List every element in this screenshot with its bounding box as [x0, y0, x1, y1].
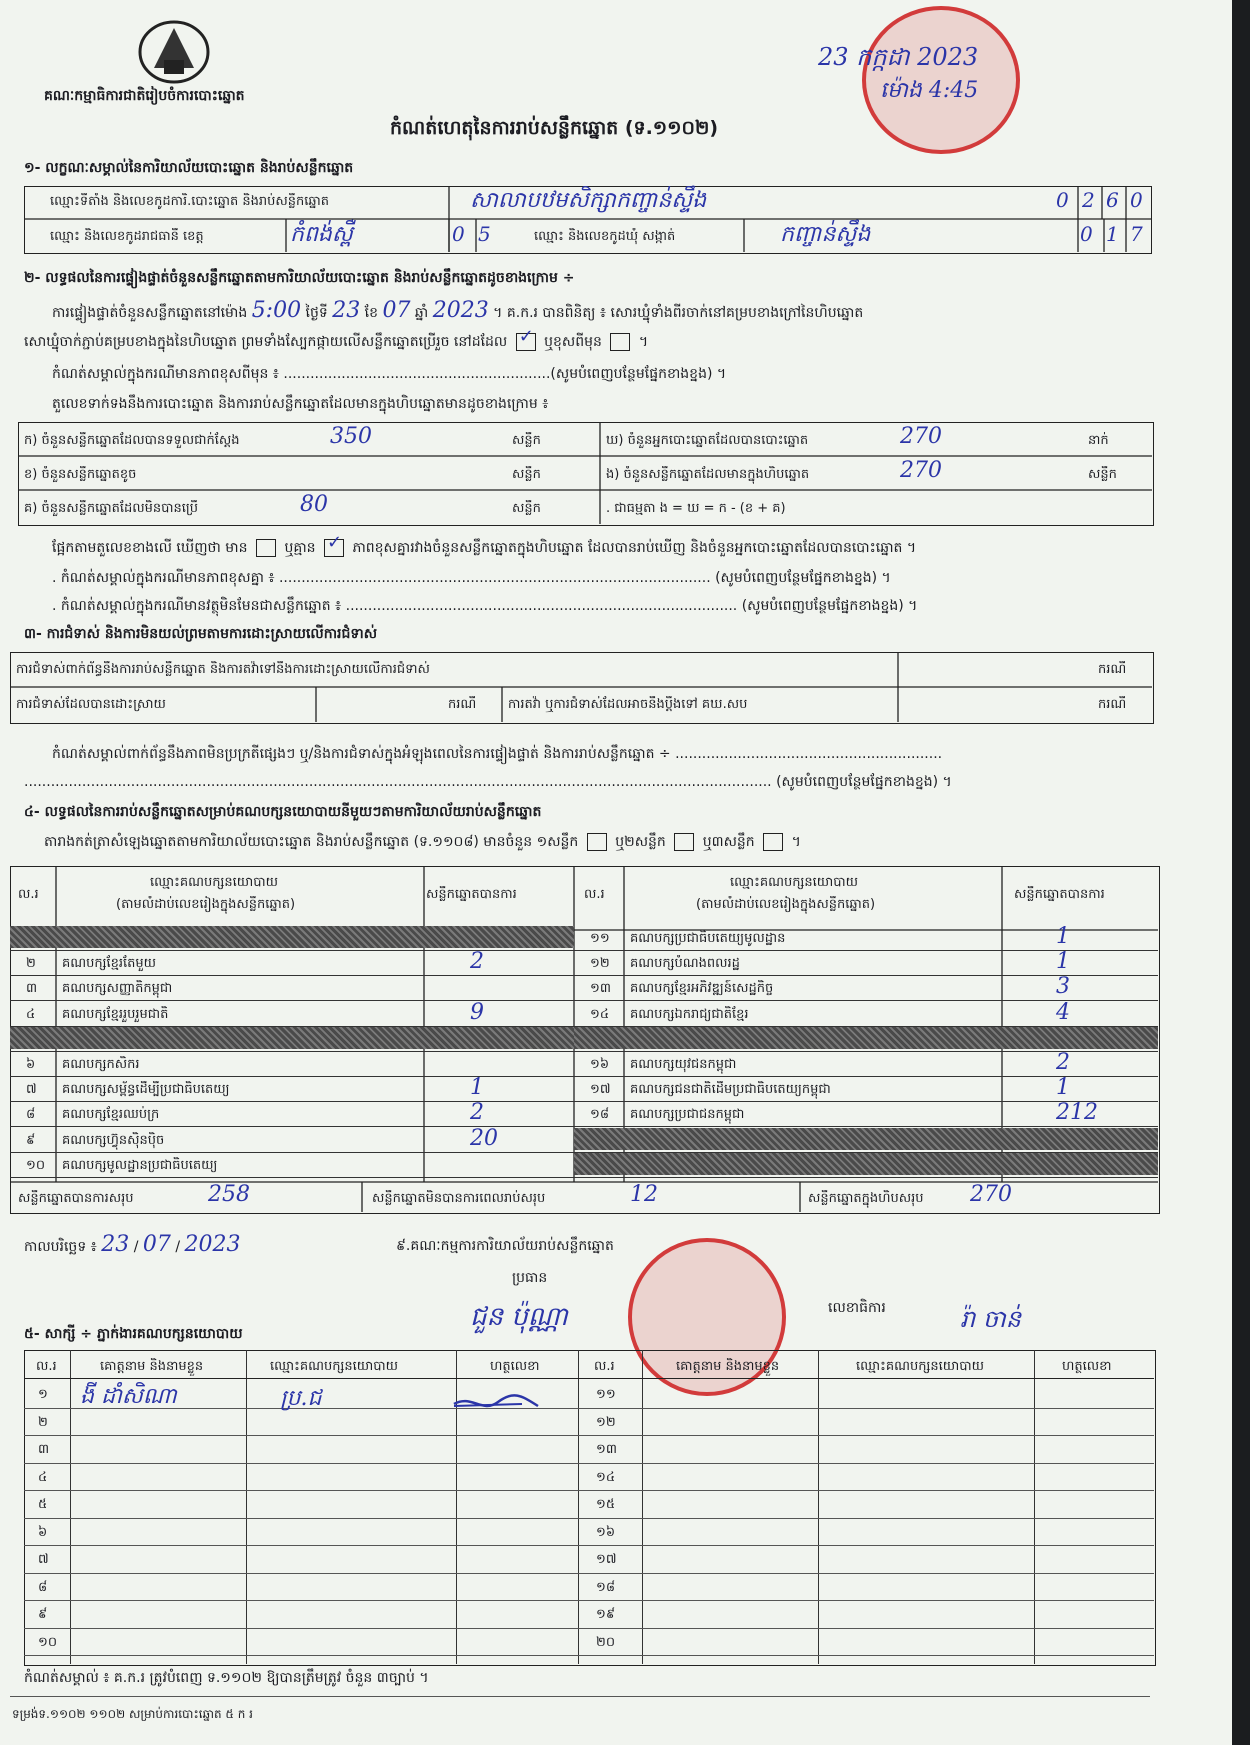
- verify-day: 23: [332, 298, 361, 323]
- stamp-date: 23 កក្កដា 2023: [818, 43, 979, 71]
- party-name: គណបក្សឯករាជ្យជាតិខ្មែរ: [630, 1006, 749, 1022]
- verify-line: [52, 298, 863, 324]
- witness-row-line: [24, 1628, 1154, 1629]
- figures-intro: តួលេខទាក់ទងនឹងការបោះឆ្នោត និងការរាប់សន្លឹកឆ្នោតដែលមានក្នុងហិបឆ្នោតមានដូចខាងក្រោម ៖: [52, 396, 549, 412]
- footer-bottom: ទម្រង់ទ.១១០២ ១១០២ សម្រាប់ការបោះឆ្នោត ៥ ក រ: [12, 1707, 253, 1721]
- discrepancy-text: ភាពខុសគ្នារវាងចំនួនសន្លឹកឆ្នោតក្នុងហិបឆ្នោត ដែលបានរាប់ឃើញ និងចំនួនអ្នកបោះឆ្នោតដែលបានបោះឆ្នោត ។: [352, 540, 917, 556]
- row-c-value: 80: [300, 492, 328, 517]
- lock-text: សោឃ្នុំចាក់ភ្ជាប់គម្របខាងក្នុងនៃហិបឆ្នោត ព្រមទាំងស្បែកផ្កាយលើសន្លឹកឆ្នោតប្រើរួច នៅដដែល: [24, 334, 508, 350]
- results-row-line: [10, 1051, 574, 1052]
- witness-name-header-right: គោត្តនាម និងនាមខ្លួន: [676, 1359, 780, 1374]
- witness-col-line: [1034, 1350, 1035, 1664]
- party-name: គណបក្សខ្មែរអភិវឌ្ឍន៍សេដ្ឋកិច្ច: [630, 981, 774, 997]
- party-no: ៦: [26, 1057, 36, 1072]
- section-1-title: ១- លក្ខណៈសម្គាល់នៃការិយាល័យបោះឆ្នោត និងរាប់សន្លឹកឆ្នោត: [24, 160, 354, 176]
- party-no: ១៦: [590, 1057, 610, 1072]
- resolved-label: ការជំទាស់ដែលបានដោះស្រាយ: [16, 697, 166, 712]
- station-code-4: 0: [1130, 188, 1143, 212]
- witness-no-left: ៣: [38, 1442, 50, 1457]
- witness-no-left: ៥: [38, 1497, 48, 1512]
- commune-label: ឈ្មោះ និងលេខកូដឃុំ សង្កាត់: [534, 229, 676, 244]
- witness-party-header-left: ឈ្មោះគណបក្សនយោបាយ: [270, 1359, 398, 1374]
- witness-no-header-left: ល.រ: [36, 1359, 57, 1374]
- results-votes-header-right: សន្លឹកឆ្នោតបានការ: [1014, 887, 1105, 902]
- form-title: កំណត់ហេតុនៃការរាប់សន្លឹកឆ្នោត (ទ.១១០២): [390, 117, 719, 139]
- objection-row-1: ការជំទាស់ពាក់ព័ន្ធនឹងការរាប់សន្លឹកឆ្នោត និងការតវ៉ាទៅនឹងការដោះស្រាយលើការជំទាស់: [16, 662, 430, 677]
- party-votes: 212: [1056, 1100, 1098, 1126]
- witness-no-left: ៤: [38, 1469, 48, 1485]
- party-name: គណបក្សសញ្ញាតិកម្ពុជា: [62, 981, 173, 997]
- party-name: គណបក្សយុវជនកម្ពុជា: [630, 1057, 737, 1072]
- day-label: ថ្ងៃទី: [305, 305, 328, 321]
- party-votes: 4: [1056, 999, 1070, 1025]
- party-votes: 1: [1056, 949, 1070, 975]
- witness-row-line: [24, 1463, 1154, 1464]
- date-label: កាលបរិច្ឆេទ ៖: [24, 1239, 97, 1255]
- witness-row-line: [24, 1573, 1154, 1574]
- commune-value: កញ្ចាន់ស្ទឹង: [780, 222, 871, 247]
- row-b-label: ខ) ចំនួនសន្លឹកឆ្នោតខូច: [24, 467, 137, 482]
- section-5-title: ៥- សាក្សី ÷ ភ្នាក់ងារគណបក្សនយោបាយ: [24, 1326, 243, 1342]
- section-2-title: ២- លទ្ធផលនៃការផ្ទៀងផ្ទាត់ចំនួនសន្លឹកឆ្នោតតាមការិយាល័យបោះឆ្នោត និងរាប់សន្លឹកឆ្នោតដូចខាងក្រោម ÷: [24, 270, 575, 286]
- witness-no-right: ២០: [596, 1634, 616, 1650]
- verify-line-tail: ។ គ.ក.រ បានពិនិត្យ ៖ សោរឃ្នុំទាំងពីរចាក់នៅគម្របខាងក្រៅនៃហិបឆ្នោត: [493, 305, 864, 321]
- changed-note: កំណត់សម្គាល់ក្នុងករណីមានភាពខុសពីមុន ៖ ............................................................(សូមបំពេញបន្ថែមផ្នែកខាងខ្នង) ។: [52, 366, 727, 382]
- date-year: 2023: [184, 1232, 241, 1257]
- witness-row-line: [24, 1545, 1154, 1546]
- results-no-header-right: ល.រ: [584, 887, 605, 902]
- has-diff-checkbox[interactable]: [256, 539, 276, 557]
- results-row-line: [10, 950, 574, 951]
- party-votes: 9: [470, 999, 484, 1025]
- valid-total: 258: [208, 1182, 250, 1207]
- commune-code-1: 0: [1080, 222, 1093, 246]
- appeal-case: ករណី: [1098, 697, 1127, 712]
- party-no: ១២: [590, 956, 610, 972]
- row-e-value: 270: [900, 458, 942, 483]
- party-name: គណបក្សសម្ព័ន្ធដើម្បីប្រជាធិបតេយ្យ: [62, 1082, 230, 1098]
- invalid-total: 12: [630, 1182, 658, 1207]
- results-row-line: [574, 1051, 1158, 1052]
- witness-sig-header-right: ហត្ថលេខា: [1062, 1359, 1112, 1374]
- no-diff-checkbox[interactable]: ✓: [324, 539, 344, 557]
- witness-party-header-right: ឈ្មោះគណបក្សនយោបាយ: [856, 1359, 984, 1374]
- party-votes: 2: [1056, 1050, 1070, 1075]
- box-total: 270: [970, 1182, 1012, 1207]
- date-day: 23: [101, 1232, 130, 1257]
- results-votes-header-left: សន្លឹកឆ្នោតបានការ: [426, 887, 517, 902]
- committee-name: គណៈកម្មាធិការជាតិរៀបចំការបោះឆ្នោត: [44, 88, 245, 104]
- witness-col-line: [642, 1350, 643, 1664]
- changed-checkbox[interactable]: [610, 333, 630, 351]
- results-row-line: [574, 950, 1158, 951]
- witness-1-signature-icon: [452, 1392, 542, 1416]
- irregularity-note: កំណត់សម្គាល់ពាក់ព័ន្ធនឹងភាពមិនប្រក្រតីផ្សេងៗ ឬ/និងការជំទាស់ក្នុងអំឡុងពេលនៃការផ្ទៀងផ្ទាត់ និងការរាប់សន្លឹកឆ្នោត ÷ ............................................................: [52, 746, 943, 762]
- row-a-value: 350: [330, 424, 372, 449]
- invalid-total-label: សន្លឹកឆ្នោតមិនបានការពេលរាប់សរុប: [372, 1191, 546, 1206]
- party-no: ៧: [26, 1082, 37, 1098]
- witness-no-left: ១: [38, 1387, 48, 1402]
- shaded-row-left-1: [10, 926, 574, 948]
- witness-no-right: ១៥: [596, 1497, 616, 1512]
- witness-1-name: ងី ដាំសិណា: [80, 1384, 177, 1409]
- row-c-label: គ) ចំនួនសន្លឹកឆ្នោតដែលមិនបានប្រើ: [24, 501, 198, 516]
- witness-no-header-right: ល.រ: [594, 1359, 615, 1374]
- month-label: ខែ: [364, 305, 379, 321]
- witness-no-right: ១៣: [596, 1442, 617, 1457]
- station-label: ឈ្មោះទីតាំង និងលេខកូដការិ.បោះឆ្នោត និងរាប់សន្លឹកឆ្នោត: [50, 194, 329, 209]
- party-name: គណបក្សបំណងពលរដ្ឋ: [630, 956, 740, 972]
- witness-row-line: [24, 1600, 1154, 1601]
- national-emblem-icon: [134, 18, 214, 86]
- resolved-case: ករណី: [448, 697, 477, 712]
- witness-col-line: [246, 1350, 247, 1664]
- results-row-line: [10, 975, 574, 976]
- party-name: គណបក្សមូលដ្ឋានប្រជាធិបតេយ្យ: [62, 1157, 218, 1173]
- irregularity-note-2: ........................................................................................................................................................................ (សូមបំពេញបន្ថែមផ្នែកខាងខ្នង) ។: [24, 774, 952, 790]
- results-row-line: [10, 1152, 574, 1153]
- party-votes: 1: [470, 1075, 484, 1101]
- witness-no-left: ៧: [38, 1552, 49, 1567]
- row-b-unit: សន្លឹក: [512, 467, 541, 482]
- party-no: ១៨: [590, 1107, 610, 1123]
- box-total-label: សន្លឹកឆ្នោតក្នុងហិបសរុប: [808, 1191, 924, 1206]
- appeal-label: ការតវ៉ា ឬការជំទាស់ដែលអាចនឹងប្តឹងទៅ គឃ.សប: [508, 697, 748, 712]
- station-value: សាលាបឋមសិក្សាកញ្ចាន់ស្ទឹង: [470, 188, 707, 213]
- party-name: គណបក្សកសិករ: [62, 1057, 140, 1072]
- witness-no-right: ១៩: [596, 1607, 616, 1622]
- witness-col-line: [70, 1350, 71, 1664]
- witness-no-left: ១០: [38, 1634, 58, 1650]
- witness-no-left: ៩: [38, 1607, 48, 1622]
- witness-table: [24, 1350, 1156, 1666]
- row-a-label: ក) ចំនួនសន្លឹកឆ្នោតដែលបានទទួលជាក់ស្តែង: [24, 433, 240, 448]
- objection-case-1: ករណី: [1098, 662, 1127, 677]
- witness-no-right: ១៨: [596, 1579, 616, 1595]
- verify-time-label: ការផ្ទៀងផ្ទាត់ចំនួនសន្លឹកឆ្នោតនៅម៉ោង: [52, 305, 248, 321]
- copies-3-label: ឬ៣សន្លឹក: [702, 834, 755, 850]
- witness-1-party: ប្រ.ជ: [280, 1386, 322, 1411]
- secretary-signature: រ៉ា ចាន់: [960, 1305, 1021, 1333]
- stamp-time: ម៉ោង 4:45: [880, 78, 979, 103]
- shaded-row-left-5: [10, 1027, 574, 1049]
- station-code-1: 0: [1056, 188, 1069, 212]
- party-no: ១៧: [590, 1082, 611, 1098]
- shaded-row-right-9: [574, 1128, 1158, 1150]
- party-name: គណបក្សប្រជាធិបតេយ្យមូលដ្ឋាន: [630, 931, 786, 946]
- party-votes: 2: [470, 949, 484, 975]
- party-no: ១៣: [590, 981, 611, 997]
- province-code-2: 5: [478, 222, 491, 246]
- results-row-line: [10, 1101, 574, 1102]
- party-votes: 2: [470, 1100, 484, 1126]
- valid-total-label: សន្លឹកឆ្នោតបានការសរុប: [18, 1191, 134, 1206]
- witness-row-line: [24, 1655, 1154, 1656]
- station-code-2: 2: [1082, 188, 1095, 212]
- results-party-header-left: ឈ្មោះគណបក្សនយោបាយ: [150, 875, 278, 890]
- results-no-header-left: ល.រ: [18, 887, 39, 902]
- witness-no-left: ៦: [38, 1524, 48, 1540]
- results-row-line: [10, 1076, 574, 1077]
- verify-year: 2023: [432, 298, 489, 323]
- discrepancy-line: [52, 532, 917, 559]
- counting-committee: ៩.គណៈកម្មការការិយាល័យរាប់សន្លឹកឆ្នោត: [396, 1238, 614, 1254]
- witness-no-right: ១២: [596, 1414, 616, 1430]
- row-c-unit: សន្លឹក: [512, 501, 541, 516]
- lock-line: សោឃ្នុំចាក់ភ្ជាប់គម្របខាងក្នុងនៃហិបឆ្នោត ព្រមទាំងស្បែកផ្កាយលើសន្លឹកឆ្នោតប្រើរួច នៅដដែល ✓ ឬខុសពីមុន ។: [24, 326, 649, 350]
- results-row-line: [574, 975, 1158, 976]
- station-code-3: 6: [1106, 188, 1119, 212]
- witness-sig-header-left: ហត្ថលេខា: [490, 1359, 540, 1374]
- party-name: គណបក្សប្រជាជនកម្ពុជា: [630, 1107, 745, 1123]
- results-row-line: [574, 1076, 1158, 1077]
- witness-no-right: ១៧: [596, 1552, 617, 1567]
- section-3-title: ៣- ការជំទាស់ និងការមិនយល់ព្រមតាមការដោះស្រាយលើការជំទាស់: [24, 626, 378, 642]
- chair-signature: ជួន ប៉ុណ្ណា: [470, 1302, 568, 1332]
- party-no: ៨: [26, 1107, 36, 1123]
- changed-label: ឬខុសពីមុន: [544, 334, 602, 350]
- copies-3-checkbox[interactable]: [763, 833, 783, 851]
- year-label: ឆ្នាំ: [414, 305, 429, 321]
- party-no: ១៤: [590, 1006, 610, 1022]
- copies-2-label: ឬ២សន្លឹក: [615, 834, 666, 850]
- party-no: ១០: [26, 1157, 46, 1173]
- footer-note: កំណត់សម្គាល់ ៖ គ.ក.រ ត្រូវបំពេញ ទ.១១០២ ឱ្យបានត្រឹមត្រូវ ចំនួន ៣ច្បាប់ ។: [24, 1670, 429, 1686]
- results-party-sub-right: (តាមលំដាប់លេខរៀងក្នុងសន្លឹកឆ្នោត): [696, 897, 876, 912]
- party-no: ៩: [26, 1132, 36, 1148]
- shaded-row-right-5: [574, 1027, 1158, 1049]
- party-votes: 20: [470, 1125, 498, 1151]
- unchanged-checkbox[interactable]: ✓: [516, 333, 536, 351]
- results-row-line: [574, 1000, 1158, 1001]
- scan-edge: [1232, 0, 1250, 1745]
- results-party-header-right: ឈ្មោះគណបក្សនយោបាយ: [730, 875, 858, 890]
- witness-row-line: [24, 1408, 1154, 1409]
- results-row-line: [574, 1177, 1158, 1178]
- chair-label: ប្រធាន: [512, 1270, 548, 1286]
- party-no: ១១: [590, 931, 610, 946]
- province-code-1: 0: [452, 222, 465, 246]
- none-label: ឬគ្មាន: [284, 540, 316, 556]
- commune-code-3: 7: [1130, 222, 1143, 246]
- witness-col-line: [578, 1350, 579, 1664]
- has-label: ផ្អែកតាមតួលេខខាងលើ ឃើញថា មាន: [52, 540, 248, 556]
- witness-row-line: [24, 1518, 1154, 1519]
- witness-col-line: [818, 1350, 819, 1664]
- party-no: ២: [26, 956, 36, 972]
- row-a-unit: សន្លឹក: [512, 433, 541, 448]
- formula-label: . ជាធម្មតា ង = ឃ = ក - (ខ + គ): [606, 501, 786, 516]
- witness-no-right: ១១: [596, 1387, 616, 1402]
- copies-2-checkbox[interactable]: [674, 833, 694, 851]
- province-label: ឈ្មោះ និងលេខកូដរាជធានី ខេត្ត: [50, 229, 204, 244]
- witness-header-line: [24, 1378, 1154, 1379]
- party-votes: 1: [1056, 1075, 1070, 1101]
- party-name: គណបក្សខ្មែររួបរួមជាតិ: [62, 1006, 169, 1022]
- results-party-sub-left: (តាមលំដាប់លេខរៀងក្នុងសន្លឹកឆ្នោត): [116, 897, 296, 912]
- tally-copies-line: តារាងកត់ត្រាសំឡេងឆ្នោតតាមការិយាល័យបោះឆ្នោត និងរាប់សន្លឹកឆ្នោត (ទ.១១០៨) មានចំនួន ១សន្លឹក ឬ២សន្លឹក ឬ៣សន្លឹក ។: [44, 834, 801, 850]
- results-row-line: [10, 1177, 574, 1178]
- witness-row-line: [24, 1490, 1154, 1491]
- row-e-unit: សន្លឹក: [1088, 467, 1117, 482]
- diff-note: . កំណត់សម្គាល់ក្នុងករណីមានភាពខុសគ្នា ៖ ................................................................................................. (សូមបំពេញបន្ថែមផ្នែកខាងខ្នង) ។: [52, 570, 891, 586]
- witness-no-right: ១៦: [596, 1524, 616, 1540]
- copies-1-checkbox[interactable]: [587, 833, 607, 851]
- party-name: គណបក្សជនជាតិដើមប្រជាធិបតេយ្យកម្ពុជា: [630, 1082, 831, 1098]
- date-line: កាលបរិច្ឆេទ ៖ 23 / 07 / 2023: [24, 1232, 241, 1257]
- commune-code-2: 1: [1106, 222, 1119, 246]
- party-name: គណបក្សហ៊្វុនស៊ិនប៉ិច: [62, 1132, 165, 1148]
- party-name: គណបក្សខ្មែរឈប់ក្រ: [62, 1107, 160, 1123]
- shaded-row-right-10: [574, 1153, 1158, 1175]
- witness-no-left: ២: [38, 1414, 48, 1430]
- party-name: គណបក្សខ្មែរតែមួយ: [62, 956, 157, 972]
- party-votes: 3: [1056, 974, 1070, 1000]
- party-votes: 1: [1056, 924, 1070, 949]
- foreign-note: . កំណត់សម្គាល់ក្នុងករណីមានវត្ថុមិនមែនជាសន្លឹកឆ្នោត ៖ ........................................................................................ (សូមបំពេញបន្ថែមផ្នែកខាងខ្នង) ។: [52, 598, 918, 614]
- party-no: ៣: [26, 981, 38, 997]
- witness-name-header-left: គោត្តនាម និងនាមខ្លួន: [100, 1359, 204, 1374]
- copies-label: តារាងកត់ត្រាសំឡេងឆ្នោតតាមការិយាល័យបោះឆ្នោត និងរាប់សន្លឹកឆ្នោត (ទ.១១០៨) មានចំនួន ១សន្លឹក: [44, 834, 579, 850]
- footer-divider: [10, 1696, 1150, 1697]
- section-4-title: ៤- លទ្ធផលនៃការរាប់សន្លឹកឆ្នោតសម្រាប់គណបក្សនយោបាយនីមួយៗតាមការិយាល័យរាប់សន្លឹកឆ្នោត: [24, 804, 542, 820]
- row-e-label: ង) ចំនួនសន្លឹកឆ្នោតដែលមានក្នុងហិបឆ្នោត: [606, 467, 810, 482]
- province-value: កំពង់ស្ពឺ: [290, 222, 353, 247]
- verify-time: 5:00: [251, 298, 302, 323]
- witness-row-line: [24, 1435, 1154, 1436]
- witness-no-left: ៨: [38, 1579, 48, 1595]
- row-d-value: 270: [900, 424, 942, 449]
- row-d-unit: នាក់: [1088, 433, 1109, 448]
- row-d-label: ឃ) ចំនួនអ្នកបោះឆ្នោតដែលបានបោះឆ្នោត: [606, 433, 809, 448]
- party-no: ៤: [26, 1006, 36, 1022]
- date-month: 07: [142, 1232, 171, 1257]
- secretary-label: លេខាធិការ: [828, 1300, 886, 1316]
- results-row-line: [10, 1000, 574, 1001]
- witness-no-right: ១៤: [596, 1469, 616, 1485]
- verify-month: 07: [382, 298, 411, 323]
